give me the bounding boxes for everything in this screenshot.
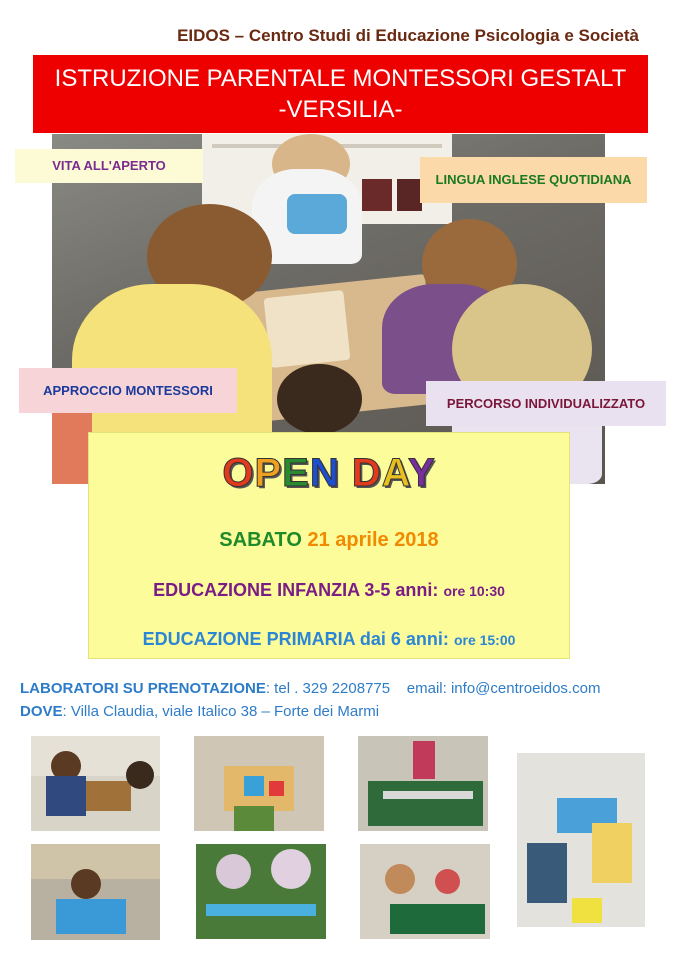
- photo-thumbnail-2: [194, 736, 324, 831]
- email-address[interactable]: email: info@centroeidos.com: [406, 680, 601, 697]
- dove-label: DOVE: [20, 703, 63, 720]
- address: : Villa Claudia, viale Italico 38 – Forte dei Marmi: [62, 703, 380, 720]
- tag-lingua-inglese: LINGUA INGLESE QUOTIDIANA: [420, 157, 647, 203]
- title-banner: [33, 55, 648, 133]
- infanzia-time: ore 10:30: [443, 583, 505, 599]
- organization-name: EIDOS – Centro Studi di Educazione Psicologia e Società: [177, 26, 639, 45]
- photo-thumbnail-7: [360, 844, 490, 939]
- contact-line-1: [20, 677, 600, 700]
- tag-vita-all-aperto: VITA ALL'APERTO: [15, 149, 203, 183]
- photo-thumbnail-4: [517, 753, 645, 927]
- phone-number[interactable]: : tel . 329 2208775: [265, 680, 391, 697]
- open-day-letter: N: [309, 451, 340, 495]
- infanzia-label: EDUCAZIONE INFANZIA 3-5 anni:: [153, 580, 439, 600]
- primaria-time: ore 15:00: [453, 632, 516, 648]
- photo-thumbnail-5: [31, 844, 160, 940]
- event-date-value: 21 aprile 2018: [307, 529, 439, 551]
- open-day-letter: P: [254, 451, 283, 495]
- event-day: SABATO: [219, 529, 302, 551]
- open-day-letter: O: [222, 451, 255, 495]
- photo-thumbnail-1: [31, 736, 160, 831]
- open-day-space: [340, 451, 352, 495]
- photo-thumbnail-6: [196, 844, 326, 939]
- open-day-letter: E: [282, 451, 310, 495]
- photo-thumbnail-3: [358, 736, 488, 831]
- title-line-2: -VERSILIA-: [278, 96, 403, 123]
- title-line-1: ISTRUZIONE PARENTALE MONTESSORI GESTALT: [54, 65, 627, 92]
- open-day-box: [88, 432, 570, 659]
- tag-percorso-individualizzato: PERCORSO INDIVIDUALIZZATO: [426, 381, 666, 426]
- primaria-label: EDUCAZIONE PRIMARIA dai 6 anni:: [142, 629, 449, 649]
- event-date: [89, 529, 569, 552]
- open-day-letter: A: [381, 451, 408, 495]
- primaria-schedule: [89, 629, 569, 650]
- laboratori-label: LABORATORI SU PRENOTAZIONE: [20, 680, 266, 697]
- infanzia-schedule: [89, 580, 569, 601]
- contact-info: [20, 677, 600, 723]
- open-day-heading: [89, 451, 569, 496]
- open-day-letter: D: [351, 451, 382, 495]
- tag-approccio-montessori: APPROCCIO MONTESSORI: [19, 368, 237, 413]
- open-day-letter: Y: [407, 451, 436, 495]
- contact-line-2: [20, 700, 600, 723]
